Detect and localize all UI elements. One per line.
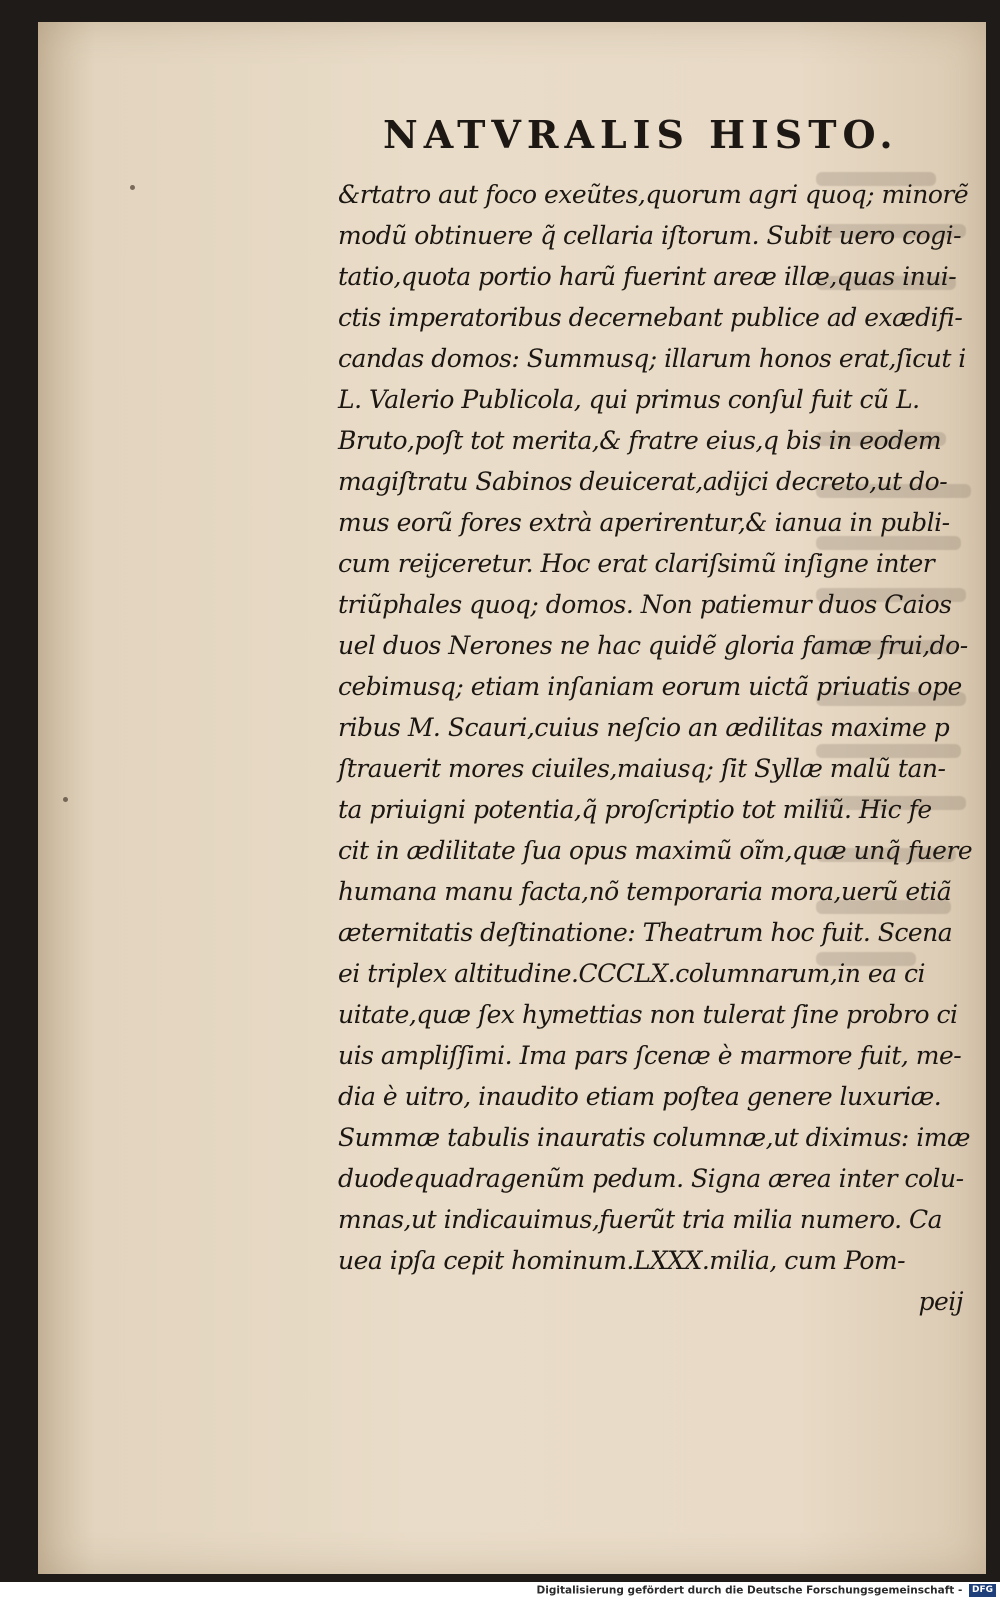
text-line: ei triplex altitudine.CCCLX.columnarum,in ea ci — [338, 959, 925, 988]
dfg-logo-icon: DFG — [969, 1584, 996, 1597]
text-line: mnas,ut indicauimus,fuerũt tria milia numero. Ca — [338, 1205, 943, 1234]
text-line: ſtrauerit mores ciuiles,maiusq; ſit Syllæ malũ tan- — [338, 754, 946, 783]
catchword: peij — [918, 1287, 963, 1316]
text-line: Summæ tabulis inauratis columnæ,ut diximus: imæ — [338, 1123, 970, 1152]
text-line: Bruto,poſt tot merita,& fratre eius,q bis in eodem — [338, 426, 942, 455]
text-line: cit in ædilitate ſua opus maximũ oĩm,quæ unq̃ fuere — [338, 836, 973, 865]
text-line: dia è uitro, inaudito etiam poſtea genere luxuriæ. — [338, 1082, 942, 1111]
text-line: mus eorũ fores extrà aperirentur,& ianua in publi- — [338, 508, 950, 537]
text-line: tatio,quota portio harũ fuerint areæ illæ,quas inui- — [338, 262, 957, 291]
running-head: NATVRALIS HISTO. — [383, 112, 899, 157]
footer-band — [0, 1582, 1000, 1600]
text-line: &rtatro aut foco exeũtes,quorum agri quoq; minorẽ — [338, 180, 969, 209]
text-line: triũphales quoq; domos. Non patiemur duos Caios — [338, 590, 952, 619]
footer-credit — [537, 1584, 996, 1597]
book-page — [38, 22, 986, 1574]
text-line: ta priuigni potentia,q̃ proſcriptio tot miliũ. Hic fe — [338, 795, 932, 824]
text-line: modũ obtinuere q̃ cellaria iſtorum. Subit uero cogi- — [338, 221, 962, 250]
text-block — [338, 174, 973, 1322]
text-line: cebimusq; etiam inſaniam eorum uictã priuatis ope — [338, 672, 962, 701]
ink-speck — [63, 797, 68, 802]
text-line: cum reijceretur. Hoc erat clariſsimũ inſigne inter — [338, 549, 935, 578]
footer-credit-text: Digitalisierung gefördert durch die Deutsche Forschungsgemeinschaft - — [536, 1584, 963, 1597]
ink-speck — [130, 185, 135, 190]
text-line: ribus M. Scauri,cuius neſcio an ædilitas maxime p — [338, 713, 950, 742]
text-line: ctis imperatoribus decernebant publice ad exædifi- — [338, 303, 963, 332]
text-line: L. Valerio Publicola, qui primus conſul fuit cũ L. — [338, 385, 920, 414]
text-line: uis ampliſſimi. Ima pars ſcenæ è marmore fuit, me- — [338, 1041, 962, 1070]
text-line: æternitatis deſtinatione: Theatrum hoc fuit. Scena — [338, 918, 953, 947]
text-line: uel duos Nerones ne hac quidẽ gloria famæ frui,do- — [338, 631, 968, 660]
text-line: magiſtratu Sabinos deuicerat,adijci decreto,ut do- — [338, 467, 948, 496]
text-line: uitate,quæ ſex hymettias non tulerat ſine probro ci — [338, 1000, 958, 1029]
text-line: humana manu facta,nõ temporaria mora,uerũ etiã — [338, 877, 952, 906]
text-line: candas domos: Summusq; illarum honos erat,ſicut i — [338, 344, 966, 373]
text-line: uea ipſa cepit hominum.LXXX.milia, cum Pom- — [338, 1246, 906, 1275]
text-line: duodequadragenũm pedum. Signa ærea inter colu- — [338, 1164, 964, 1193]
